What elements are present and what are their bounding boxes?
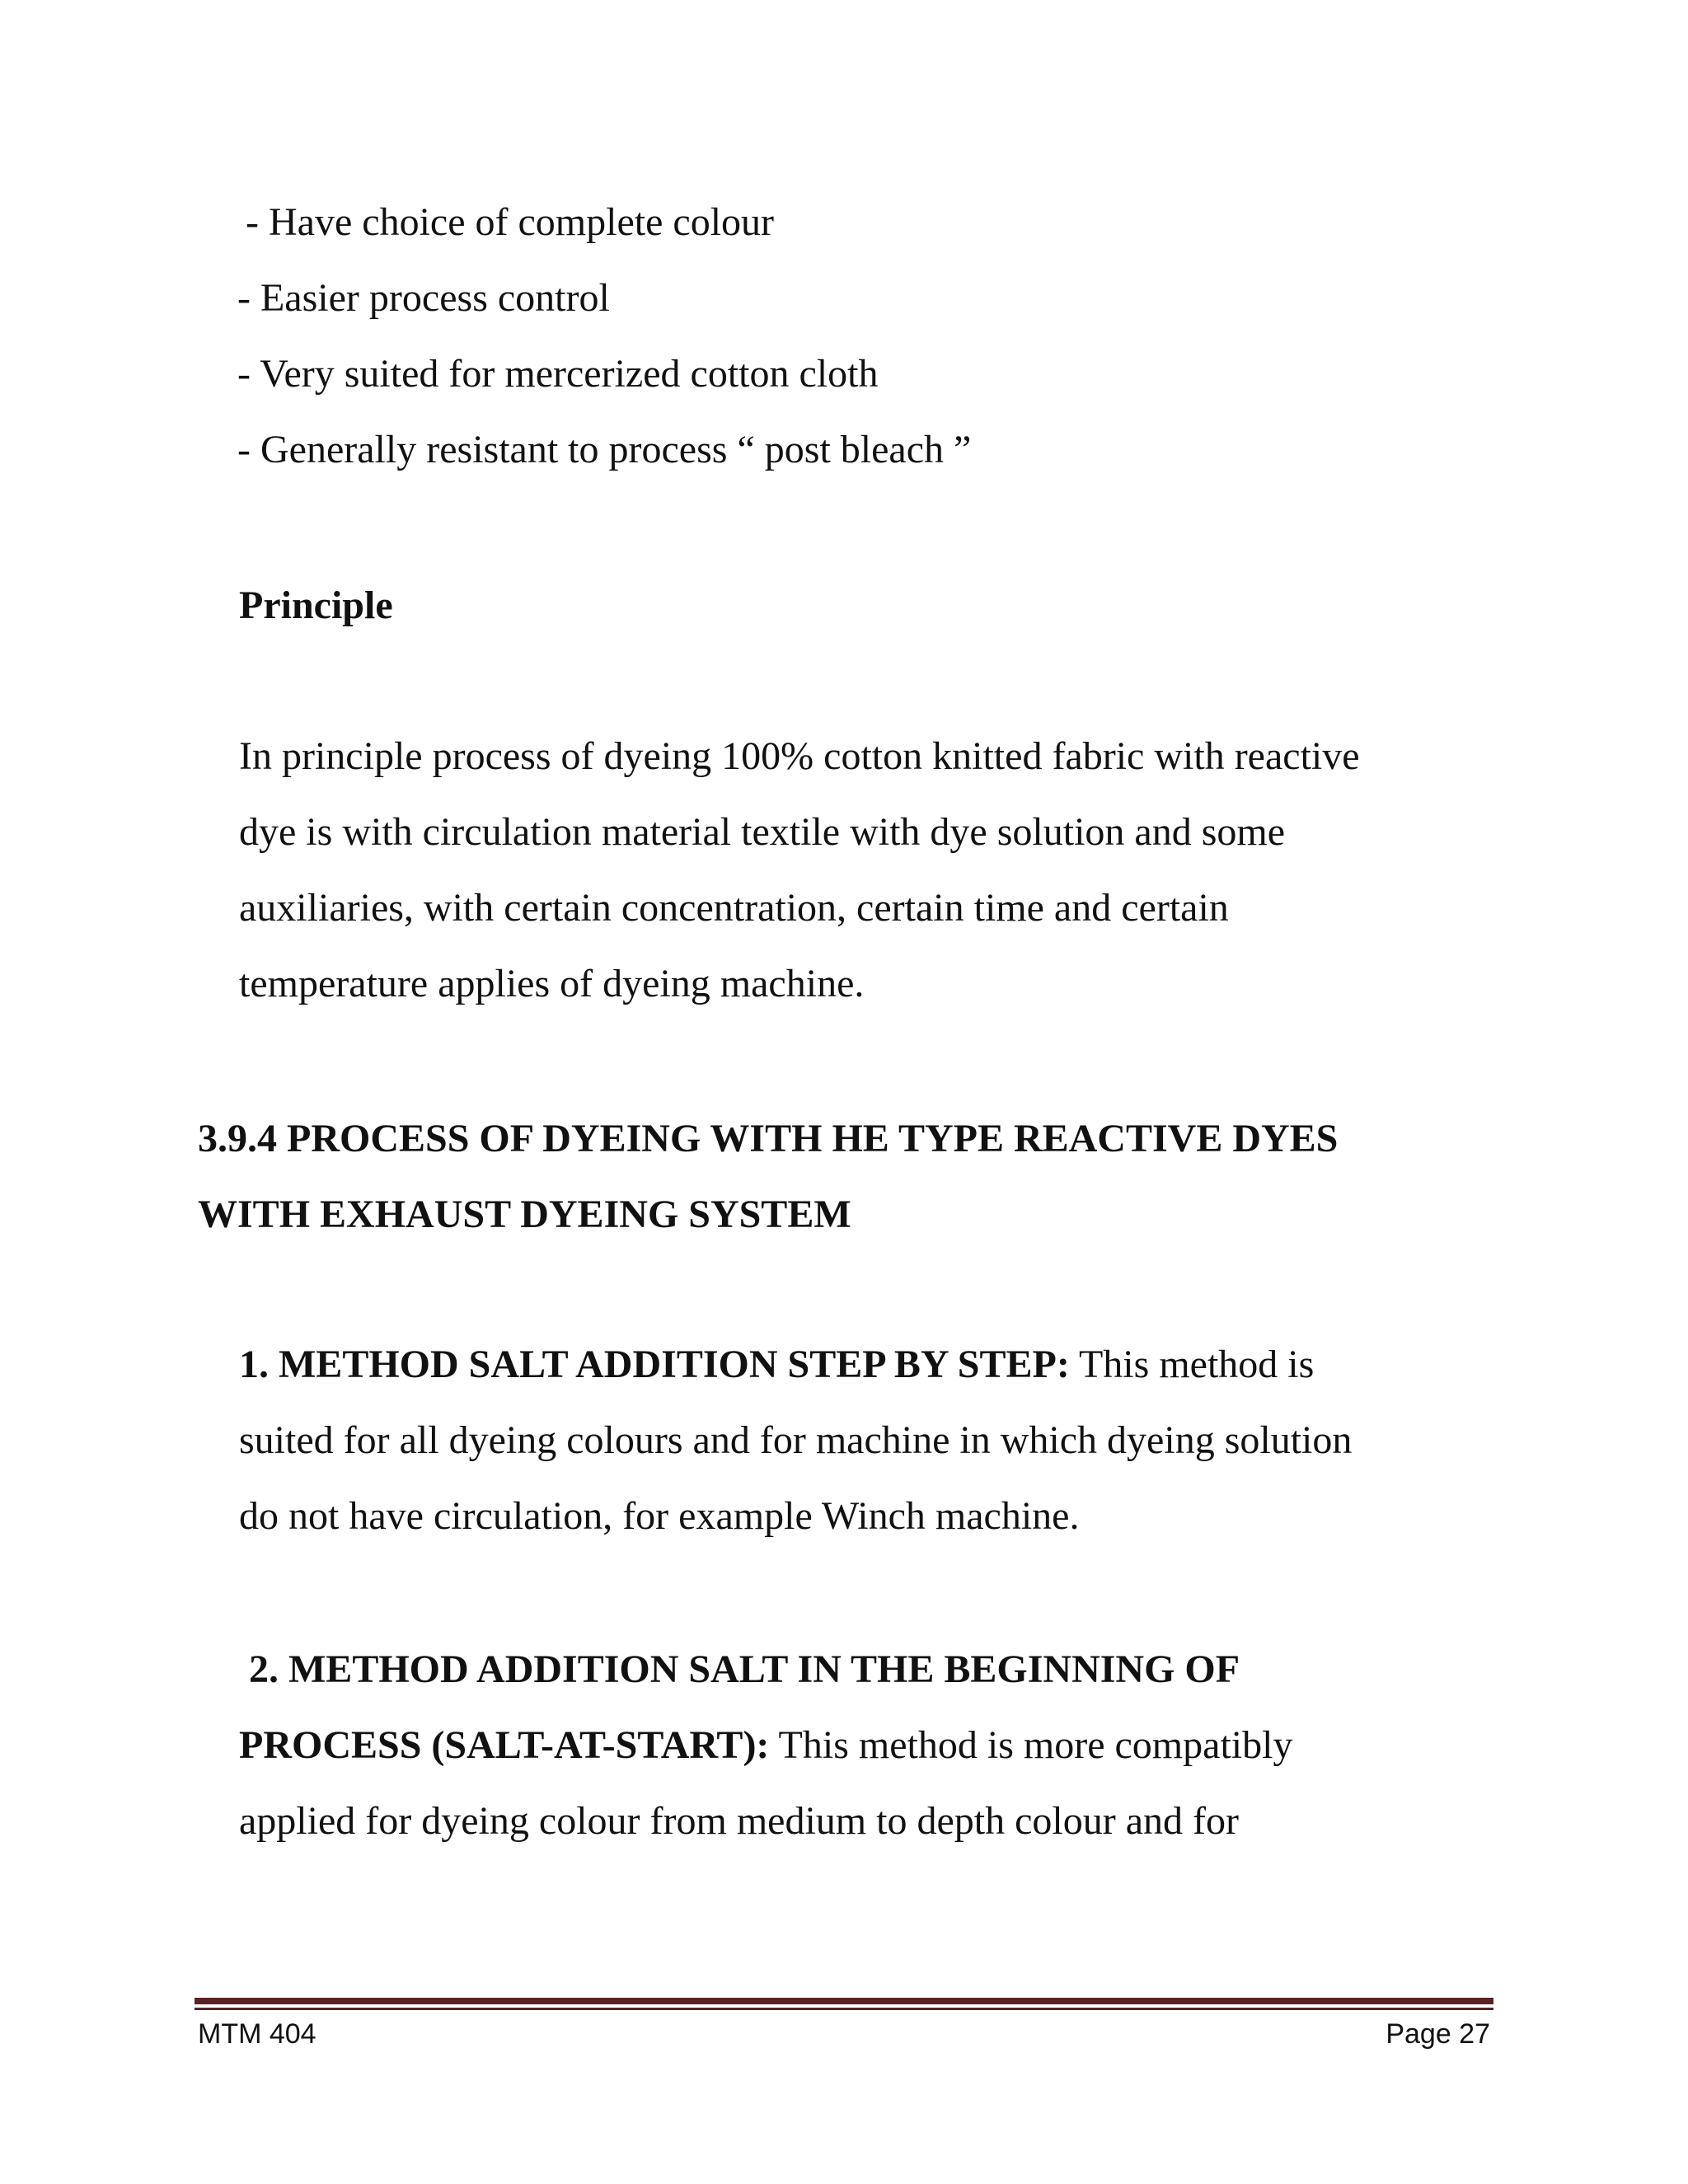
footer-doc-code: MTM 404	[198, 2018, 316, 2050]
method-2-title-cont: PROCESS (SALT-AT-START):	[239, 1723, 770, 1767]
bullet-item: - Very suited for mercerized cotton cloth	[237, 352, 879, 396]
footer-rule-thin	[195, 2008, 1493, 2010]
method-1-paragraph-line	[239, 1340, 1314, 1390]
method-1-text: This method is	[1069, 1343, 1315, 1386]
method-1-paragraph-line: suited for all dyeing colours and for machine in which dyeing solution	[239, 1418, 1353, 1462]
principle-paragraph-line: auxiliaries, with certain concentration, certain time and certain	[239, 886, 1229, 930]
bullet-item: - Easier process control	[237, 276, 610, 320]
footer-page-number: Page 27	[1386, 2018, 1490, 2050]
section-heading: 3.9.4 PROCESS OF DYEING WITH HE TYPE REACTIVE DYES	[198, 1117, 1339, 1160]
section-heading: WITH EXHAUST DYEING SYSTEM	[198, 1193, 851, 1236]
footer-rule	[195, 1998, 1493, 2004]
principle-paragraph-line: dye is with circulation material textile with dye solution and some	[239, 810, 1286, 854]
method-2-paragraph-line: applied for dyeing colour from medium to depth colour and for	[239, 1799, 1240, 1843]
method-1-paragraph-line: do not have circulation, for example Winch machine.	[239, 1494, 1080, 1538]
principle-paragraph-line: In principle process of dyeing 100% cotton knitted fabric with reactive	[239, 734, 1360, 778]
method-2-title: 2. METHOD ADDITION SALT IN THE BEGINNING OF	[249, 1647, 1240, 1691]
principle-paragraph-line: temperature applies of dyeing machine.	[239, 962, 865, 1005]
method-2-text: This method is more compatibly	[769, 1723, 1293, 1767]
method-1-title: 1. METHOD SALT ADDITION STEP BY STEP:	[239, 1343, 1070, 1386]
bullet-item: - Generally resistant to process “ post bleach ”	[237, 428, 972, 471]
bullet-item: - Have choice of complete colour	[246, 200, 775, 244]
method-2-paragraph-line	[239, 1721, 1292, 1770]
principle-heading: Principle	[239, 583, 393, 627]
